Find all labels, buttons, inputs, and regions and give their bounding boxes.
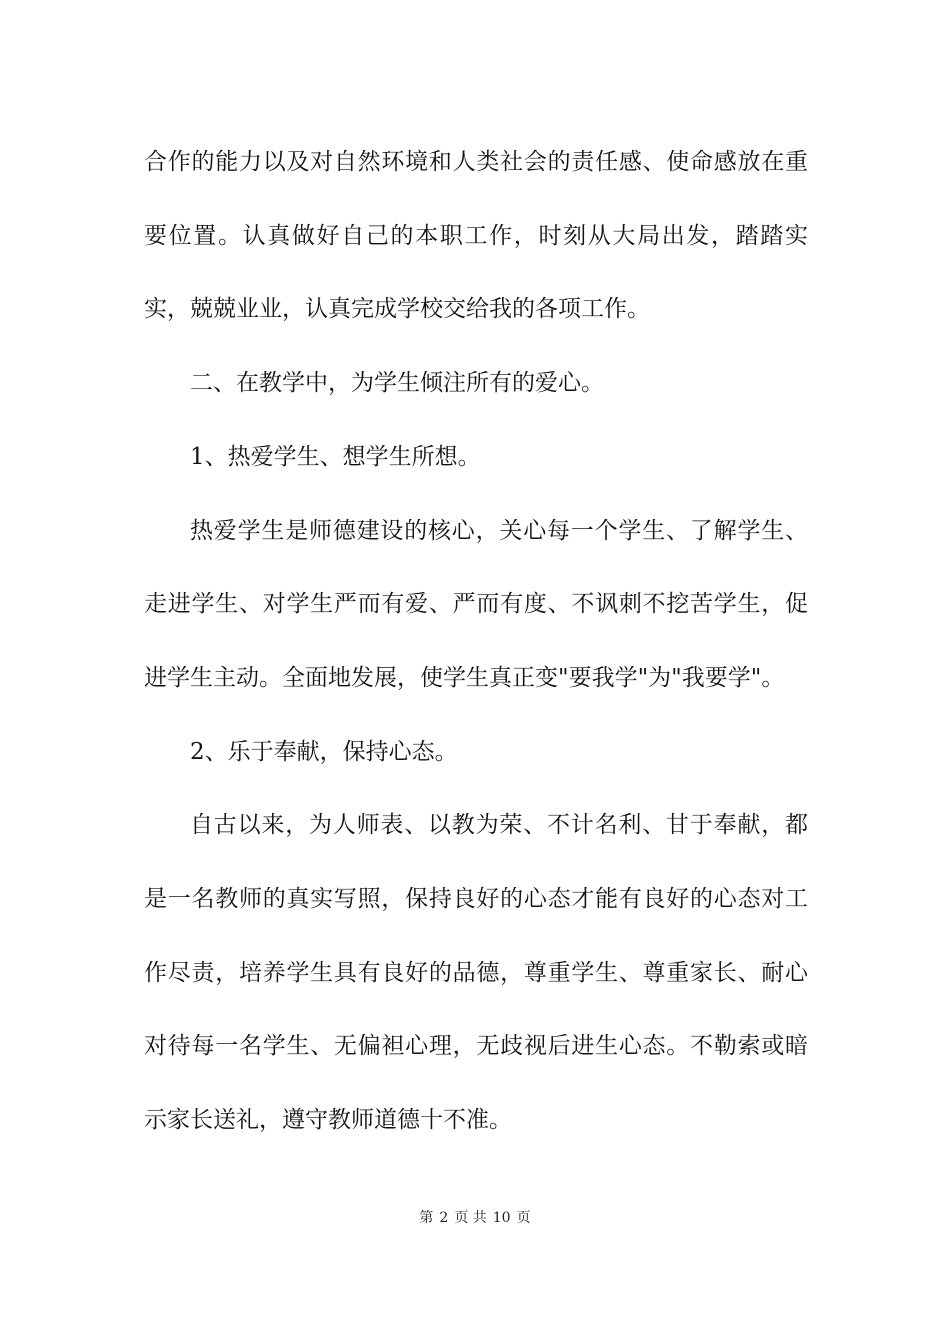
footer-prefix: 第	[419, 1210, 434, 1226]
body-text	[144, 126, 808, 1158]
section-heading-2: 二、在教学中，为学生倾注所有的爱心。	[190, 370, 604, 397]
footer-middle: 页 共	[454, 1210, 487, 1226]
paragraph-dedication: 自古以来，为人师表、以教为荣、不计名利、甘于奉献，都是一名教师的真实写照，保持良好的心态才能有良好的心态对工作尽责，培养学生具有良好的品德，尊重学生、尊重家长、耐心对待每一名学生、无偏袒心理，无歧视后进生心态。不勒索或暗示家长送礼，遵守教师道德十不准。	[144, 812, 808, 1134]
footer-suffix: 页	[516, 1210, 531, 1226]
subheading-2: 2、乐于奉献，保持心态。	[190, 738, 458, 765]
subheading-1: 1、热爱学生、想学生所想。	[190, 443, 481, 470]
paragraph-love-students: 热爱学生是师德建设的核心，关心每一个学生、了解学生、走进学生、对学生严而有爱、严而有度、不讽刺不挖苦学生，促进学生主动。全面地发展，使学生真正变"要我学"为"我要学"。	[144, 517, 808, 691]
page-footer	[0, 1209, 950, 1227]
footer-current-page: 2	[439, 1210, 449, 1226]
footer-total-pages: 10	[492, 1210, 511, 1226]
paragraph-1: 合作的能力以及对自然环境和人类社会的责任感、使命感放在重要位置。认真做好自己的本职工作，时刻从大局出发，踏踏实实，兢兢业业，认真完成学校交给我的各项工作。	[144, 149, 808, 323]
